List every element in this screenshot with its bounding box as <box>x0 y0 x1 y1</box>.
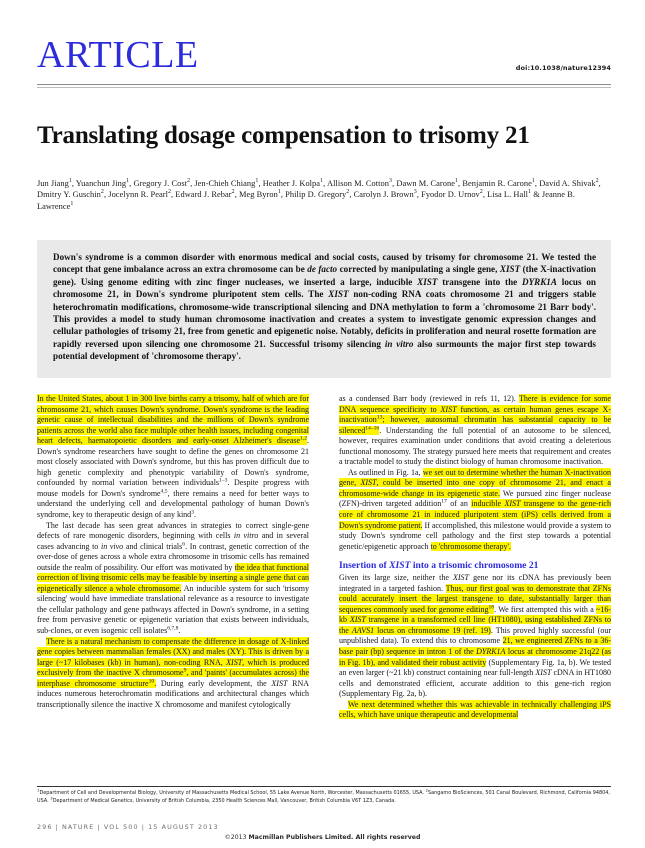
affiliations: $^1$Department of Cell and Developmental Biology, University of Massachusetts Medical School, 55 Lake Avenue North, Worcester, Massachusetts 01655, USA. $^2$Sangamo BioSciences, 501 Canal Boulevard, Richmond, California 94804, USA. $^3$Department of Medical Genetics, University of British Columbia, 2350 Health Sciences Mall, Vancouver, British Columbia V6T 1Z3, Canada. <box>37 787 610 804</box>
section-heading: Insertion of XIST into a trisomic chromosome 21 <box>339 560 539 572</box>
paragraph: Given its large size, neither the XIST gene nor its cDNA has previously been integrated in a targeted fashion. Thus, our first goal was to demonstrate that ZFNs could accurately insert the largest transgene to date, substantially larger than sequences commonly used for genome editing$^{18}$. We first attempted this with a ~16-kb XIST transgene in a transformed cell line (HT1080), using established ZFNs to the AAVS1 locus on chromosome 19 (ref. 19). This proved highly successful (our unpublished data). To extend this to chromosome 21, we engineered ZFNs to a 36-base pair (bp) sequence in intron 1 of the DYRK1A locus at chromosome 21q22 (as in Fig. 1b), and validated their robust activity (Supplementary Fig. 1a, b). We tested an even larger (~21 kb) construct containing near full-length XIST cDNA in HT1080 cells and demonstrated efficient, accurate addition to this gene-rich region (Supplementary Fig. 2a, b). <box>339 573 612 699</box>
abstract-box <box>37 240 611 378</box>
copyright-line <box>0 834 645 841</box>
copyright-publisher: Macmillan Publishers Limited. All rights reserved <box>248 834 421 841</box>
paragraph: As outlined in Fig. 1a, we set out to determine whether the human X-inactivation gene, XIST, could be inserted into one copy of chromosome 21, and enact a chromosome-wide change in its epigenetic state. We pursued zinc finger nuclease (ZFN)-driven targeted addition$^{17}$ of an inducible XIST transgene to the gene-rich core of chromosome 21 in induced pluripotent stem (iPS) cells derived from a Down's syndrome patient. If accomplished, this milestone would provide a system to study Down's syndrome cell pathology and the first step towards a potential genetic/epigenetic approach to 'chromosome therapy'. <box>339 467 612 551</box>
body-column-right <box>339 394 611 721</box>
abstract-text: Down's syndrome is a common disorder with enormous medical and social costs, caused by trisomy for chromosome 21. We tested the concept that gene imbalance across an extra chromosome can be de facto corrected by manipulating a single gene, XIST (the X-inactivation gene). Using genome editing with zinc finger nucleases, we inserted a large, inducible XIST transgene into the DYRK1A locus on chromosome 21, in Down's syndrome pluripotent stem cells. The XIST non-coding RNA coats chromosome 21 and triggers stable heterochromatin modifications, chromosome-wide transcriptional silencing and DNA methylation to form a 'chromosome 21 Barr body'. This provides a model to study human chromosome inactivation and creates a system to investigate genomic expression changes and cellular pathologies of trisomy 21, free from genetic and epigenetic noise. Notably, deficits in proliferation and neural rosette formation are rapidly reversed upon silencing one chromosome 21. Successful trisomy silencing in vitro also surmounts the major first step towards potential development of 'chromosome therapy'. <box>53 252 596 362</box>
body-column-left <box>37 394 309 710</box>
copyright-mark: ©2013 <box>224 834 249 841</box>
page-title: Translating dosage compensation to trisomy 21 <box>37 121 530 149</box>
footnote-divider <box>37 786 611 787</box>
paragraph: There is a natural mechanism to compensate the difference in dosage of X-linked gene copies between mammalian females (XX) and males (XY). This is driven by a large (~17 kilobases (kb) in human), non-coding RNA, XIST, which is produced exclusively from the inactive X chromosome$^9$, and 'paints' (accumulates across) the interphase chromosome structure$^{10}$. During early development, the XIST RNA induces numerous heterochromatin modifications and architectural changes which transcriptionally silence the inactive X chromosome and manifest cytologically <box>37 636 310 709</box>
paragraph: as a condensed Barr body (reviewed in refs 11, 12). There is evidence for some DNA sequence specificity to XIST function, as certain human genes escape X-inactivation$^{13}$; however, autosomal chromatin has substantial capacity to be silenced$^{14-16}$. Understanding the full potential of an autosome to be silenced, however, requires examination under conditions that avoid creating a deleterious functional monosomy. The strategy pursued here meets that requirement and creates a tractable model to study the distinct biology of human chromosome inactivation. <box>339 394 612 467</box>
doi-label: doi:10.1038/nature12394 <box>515 64 611 72</box>
header-divider <box>37 84 611 88</box>
paragraph: The last decade has seen great advances in strategies to correct single-gene defects of rare monogenic disorders, beginning with cells in vitro and in several cases advancing to in vivo and clinical trials$^6$. In contrast, genetic correction of the over-dose of genes across a whole extra chromosome in trisomic cells has remained outside the realm of possibility. Our effort was motivated by the idea that functional correction of living trisomic cells may be feasible by inserting a single gene that can epigenetically silence a whole chromosome. An inducible system for such 'trisomy silencing' would have immediate translational relevance as a resource to investigate the cellular pathology and gene pathways affected in Down's syndrome, in a setting free from pervasive genetic or epigenetic variation that exists between individuals, sub-clones, or even isogenic cell isolates$^{6,7,8}$. <box>37 520 310 636</box>
paragraph: We next determined whether this was achievable in technically challenging iPS cells, which have unique therapeutic and developmental <box>339 699 611 720</box>
paragraph: In the United States, about 1 in 300 live births carry a trisomy, half of which are for chromosome 21, which causes Down's syndrome. Down's syndrome is the leading genetic cause of intellectual disabilities and the millions of Down's syndrome patients across the world also face multiple other health issues, including congenital heart defects, haematopoietic disorders and early-onset Alzheimer's disease$^{1,2}$. Down's syndrome researchers have sought to define the genes on chromosome 21 most closely associated with Down's syndrome, but this has proven difficult due to high genetic complexity and phenotypic variability of Down's syndrome, confounded by normal variation between individuals$^{1-3}$. Despite progress with mouse models for Down's syndrome$^{4,5}$, there remains a need for better ways to understand the underlying cell and developmental pathology of human Down's syndrome, key to therapeutic design of any kind$^3$. <box>37 394 310 520</box>
article-type-label: ARTICLE <box>37 34 199 76</box>
page-folio: 296 | NATURE | VOL 500 | 15 AUGUST 2013 <box>37 823 219 831</box>
author-list: Jun Jiang$^1$, Yuanchun Jing$^1$, Gregory J. Cost$^2$, Jen-Chieh Chiang$^1$, Heather J. Kolpa$^1$, Allison M. Cotton$^3$, Dawn M. Carone$^1$, Benjamin R. Carone$^1$, David A. Shivak$^2$, Dmitry Y. Guschin$^2$, Jocelynn R. Pearl$^2$, Edward J. Rebar$^2$, Meg Byron$^1$, Philip D. Gregory$^2$, Carolyn J. Brown$^3$, Fyodor D. Urnov$^2$, Lisa L. Hall$^1$ & Jeanne B. Lawrence$^1$ <box>37 178 601 211</box>
